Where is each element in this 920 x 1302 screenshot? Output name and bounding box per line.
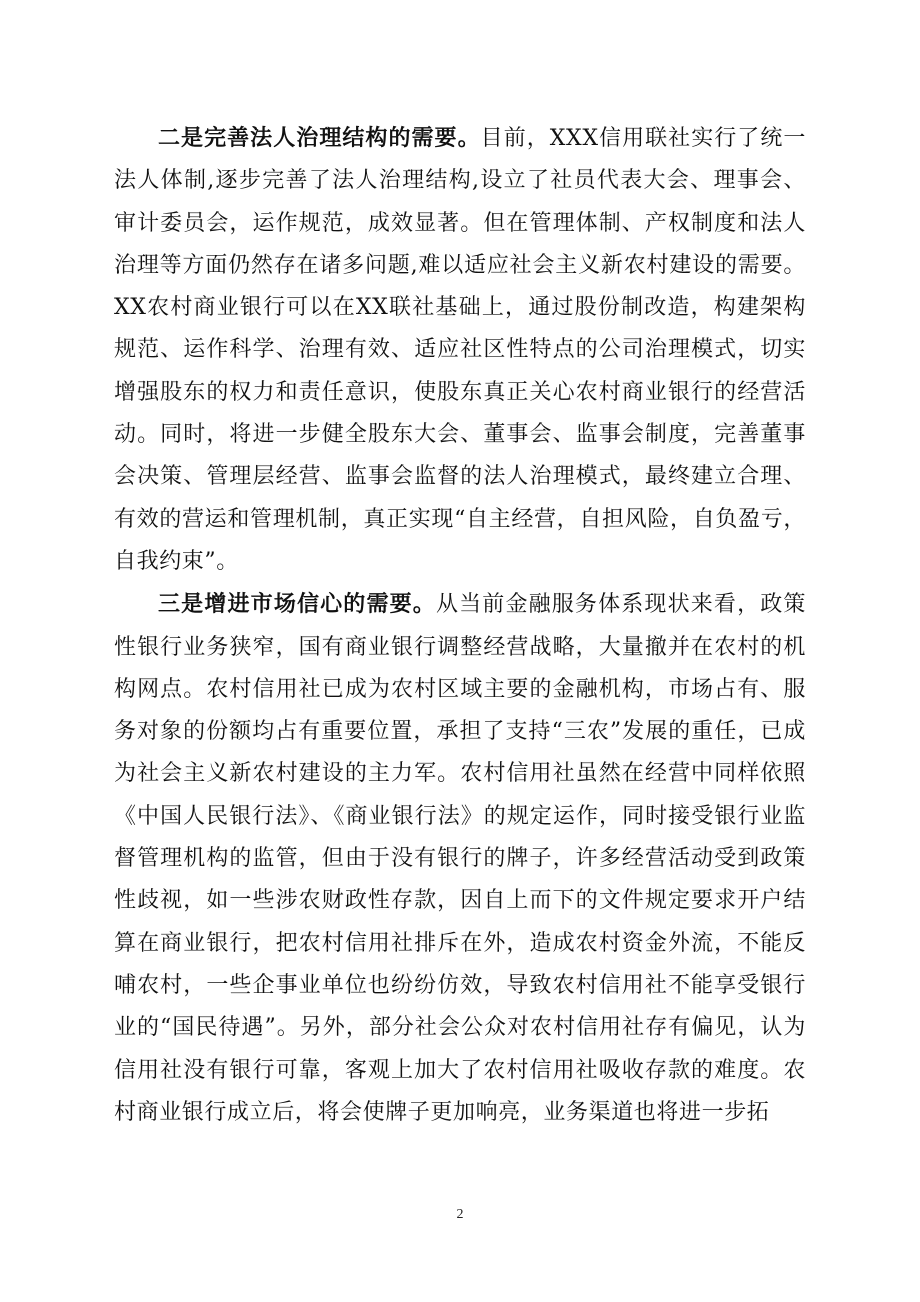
paragraph-governance bbox=[114, 117, 806, 583]
paragraph-heading-governance: 二是完善法人治理结构的需要。 bbox=[158, 125, 481, 151]
paragraph-market-confidence bbox=[114, 583, 806, 1134]
paragraph-text-governance: 目前，XXX信用联社实行了统一法人体制,逐步完善了法人治理结构,设立了社员代表大会、理事会、审计委员会，运作规范，成效显著。但在管理体制、产权制度和法人治理等方面仍然存在诸多问题,难以适应社会主义新农村建设的需要。XX农村商业银行可以在XX联社基础上，通过股份制改造，构建架构规范、运作科学、治理有效、适应社区性特点的公司治理模式，切实增强股东的权力和责任意识，使股东真正关心农村商业银行的经营活动。同时，将进一步健全股东大会、董事会、监事会制度，完善董事会决策、管理层经营、监事会监督的法人治理模式，最终建立合理、有效的营运和管理机制，真正实现“自主经营，自担风险，自负盈亏，自我约束”。 bbox=[114, 126, 806, 574]
paragraph-text-market-confidence: 从当前金融服务体系现状来看，政策性银行业务狭窄，国有商业银行调整经营战略，大量撤并在农村的机构网点。农村信用社已成为农村区域主要的金融机构，市场占有、服务对象的份额均占有重要位置，承担了支持“三农”发展的重任，已成为社会主义新农村建设的主力军。农村信用社虽然在经营中同样依照《中国人民银行法》、《商业银行法》的规定运作，同时接受银行业监督管理机构的监管，但由于没有银行的牌子，许多经营活动受到政策性歧视，如一些涉农财政性存款，因自上而下的文件规定要求开户结算在商业银行，把农村信用社排斥在外，造成农村资金外流，不能反哺农村，一些企事业单位也纷纷仿效，导致农村信用社不能享受银行业的“国民待遇”。另外，部分社会公众对农村信用社存有偏见，认为信用社没有银行可靠，客观上加大了农村信用社吸收存款的难度。农村商业银行成立后，将会使牌子更加响亮，业务渠道也将进一步拓 bbox=[114, 592, 806, 1125]
paragraph-heading-market-confidence: 三是增进市场信心的需要。 bbox=[158, 591, 436, 618]
page-number: 2 bbox=[456, 1207, 464, 1222]
document-body bbox=[114, 117, 806, 1134]
